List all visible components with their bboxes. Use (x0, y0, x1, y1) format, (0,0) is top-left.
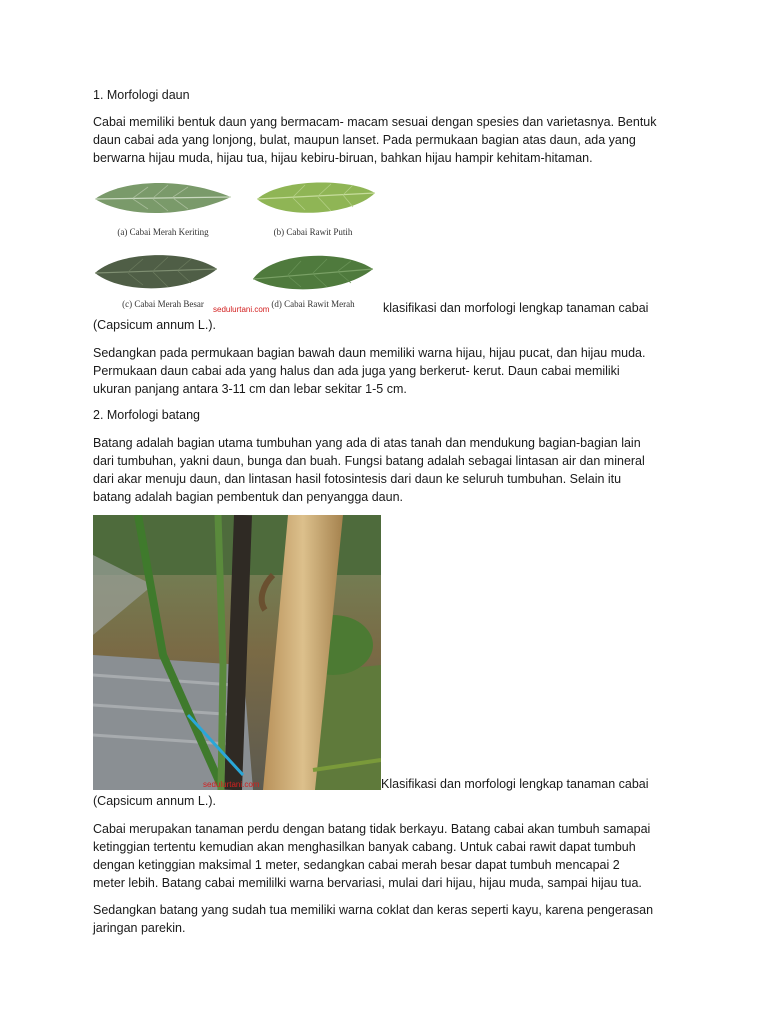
paragraph-line: dari akar menuju daun, dan lintasan hasil fotosintesis dari daun ke seluruh tumbuhan. Selain itu (93, 472, 622, 486)
watermark-text: sedulurtani.com (213, 305, 270, 314)
paragraph-line: ketinggian tertentu kemudian akan menghasilkan banyak cabang. Untuk cabai rawit dapat tumbuh (93, 840, 636, 854)
section-heading-morfologi-batang: 2. Morfologi batang (93, 408, 201, 422)
watermark-text: sedulurtani.com (203, 780, 260, 789)
figure-caption: Klasifikasi dan morfologi lengkap tanaman cabai (381, 777, 649, 791)
paragraph-line: dari tumbuhan, yakni daun, bunga dan buah. Fungsi batang adalah sebagai lintasan air dan mineral (93, 454, 645, 468)
paragraph-line: Sedangkan batang yang sudah tua memiliki warna coklat dan keras seperti kayu, karena pengerasan (93, 903, 654, 917)
chili-stem-photo (93, 515, 381, 790)
paragraph-line: Cabai memiliki bentuk daun yang bermacam- macam sesuai dengan spesies dan varietasnya. Bentuk (93, 115, 657, 129)
paragraph-line: daun cabai ada yang lonjong, bulat, maupun lanset. Pada permukaan bagian atas daun, ada yang (93, 133, 636, 147)
paragraph-line: ukuran panjang antara 3-11 cm dan lebar sekitar 1-5 cm. (93, 382, 407, 396)
paragraph-line: Cabai merupakan tanaman perdu dengan batang tidak berkayu. Batang cabai akan tumbuh samapai (93, 822, 651, 836)
leaf-cabai-merah-keriting (93, 175, 233, 245)
paragraph-line: jaringan parekin. (93, 921, 186, 935)
paragraph-line: berwarna hijau muda, hijau tua, hijau kebiru-biruan, bahkan hijau hampir kehitam-hitaman. (93, 151, 593, 165)
section-heading-morfologi-daun: 1. Morfologi daun (93, 88, 190, 102)
figure-caption: klasifikasi dan morfologi lengkap tanaman cabai (383, 301, 649, 315)
paragraph-line: Sedangkan pada permukaan bagian bawah daun memiliki warna hijau, hijau pucat, dan hijau muda. (93, 346, 646, 360)
paragraph-line: dengan ketinggian maksimal 1 meter, sedangkan cabai merah besar dapat tumbuh mencapai 2 (93, 858, 620, 872)
figure-caption-continued: (Capsicum annum L.). (93, 794, 216, 808)
paragraph-line: Batang adalah bagian utama tumbuhan yang ada di atas tanah dan mendukung bagian-bagian lain (93, 436, 641, 450)
leaf-caption: (a) Cabai Merah Keriting (117, 227, 209, 237)
leaf-caption: (b) Cabai Rawit Putih (273, 227, 353, 237)
leaf-caption: (c) Cabai Merah Besar (122, 299, 204, 309)
leaf-cabai-rawit-putih (243, 175, 383, 245)
paragraph-line: batang adalah bagian pembentuk dan penyangga daun. (93, 490, 403, 504)
leaf-types-figure (93, 175, 381, 317)
figure-caption-continued: (Capsicum annum L.). (93, 318, 216, 332)
leaf-caption: (d) Cabai Rawit Merah (271, 299, 355, 309)
leaf-cabai-merah-besar (93, 247, 233, 317)
paragraph-line: meter lebih. Batang cabai memililki warna bervariasi, mulai dari hijau, hijau muda, sampai hijau tua. (93, 876, 642, 890)
paragraph-line: Permukaan daun cabai ada yang halus dan ada juga yang berkerut- kerut. Daun cabai memiliki (93, 364, 620, 378)
